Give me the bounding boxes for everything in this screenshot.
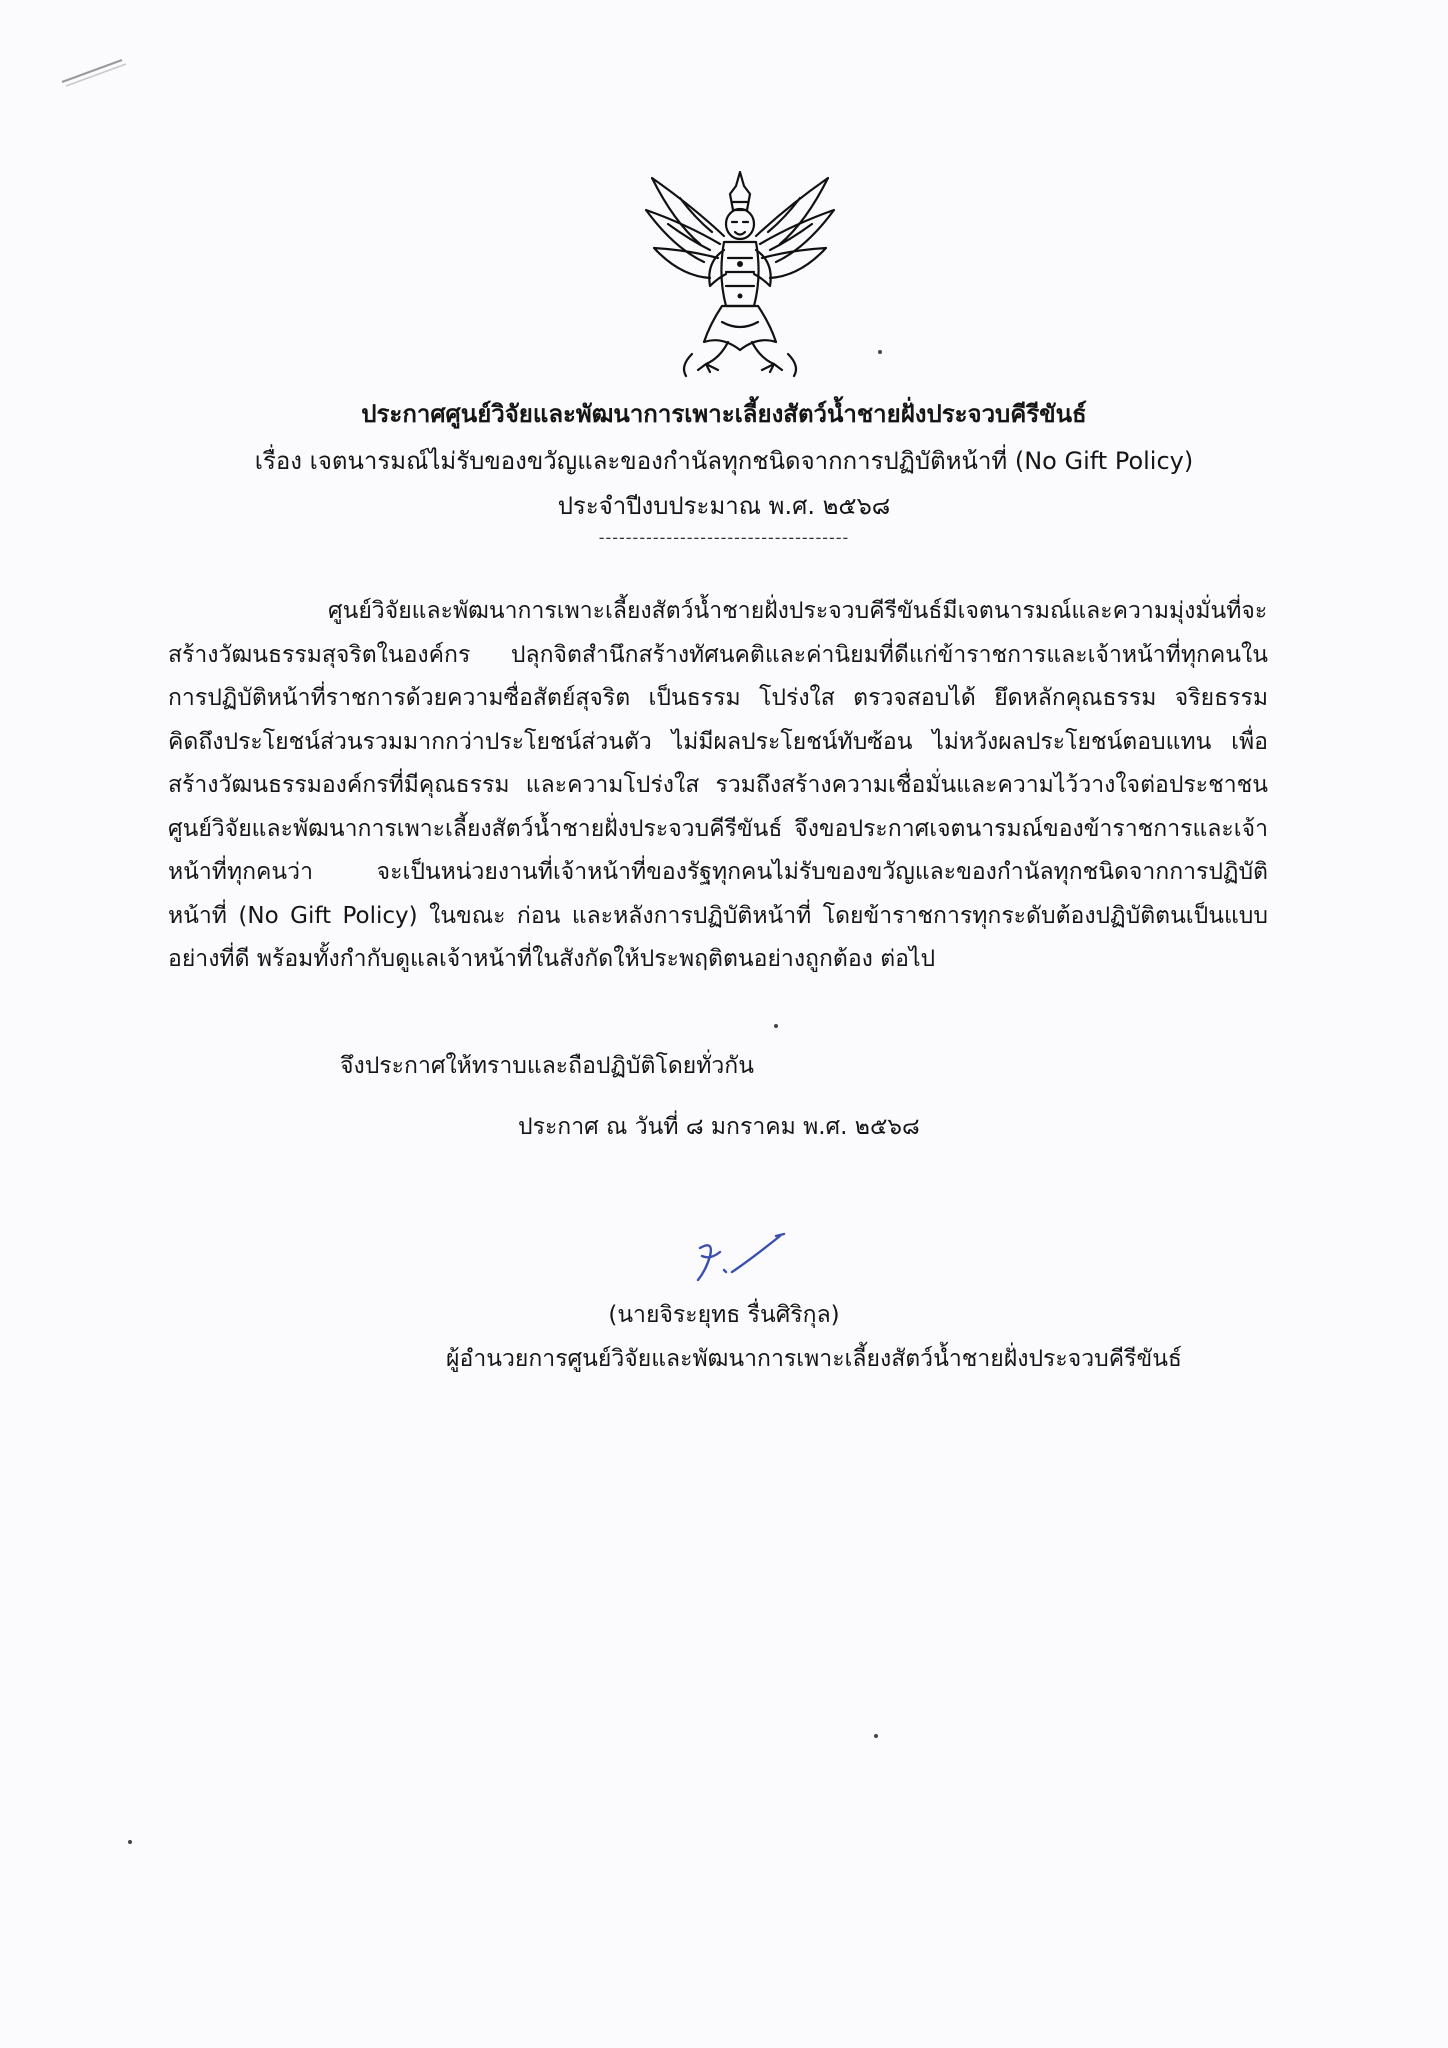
scan-speck [128,1840,132,1844]
divider: ------------------------------------- [598,528,850,547]
closing-statement: จึงประกาศให้ทราบและถือปฏิบัติโดยทั่วกัน [340,1053,754,1079]
signature-stroke [698,1234,784,1280]
announcement-body [168,590,1268,982]
announcement-date: ประกาศ ณ วันที่ ๘ มกราคม พ.ศ. ๒๕๖๘ [518,1114,920,1140]
signer-name: (นายจิระยุทธ รื่นศิริกุล) [608,1302,840,1328]
signer-title: ผู้อำนวยการศูนย์วิจัยและพัฒนาการเพาะเลี้ยงสัตว์น้ำชายฝั่งประจวบคีรีขันธ์ [446,1346,1182,1372]
fiscal-year: ประจำปีงบประมาณ พ.ศ. ๒๕๖๘ [557,492,891,520]
announcement-subject: เรื่อง เจตนารมณ์ไม่รับของขวัญและของกำนัลทุกชนิดจากการปฏิบัติหน้าที่ (No Gift Policy) [254,447,1194,475]
body-paragraph: ศูนย์วิจัยและพัฒนาการเพาะเลี้ยงสัตว์น้ำชายฝั่งประจวบคีรีขันธ์มีเจตนารมณ์และความมุ่งมั่นที่จะสร้างวัฒนธรรมสุจริตในองค์กร ปลุกจิตสำนึกสร้างทัศนคติและค่านิยมที่ดีแก่ข้าราชการและเจ้าหน้าที่ทุกคนในการปฏิบัติหน้าที่ราชการด้วยความซื่อสัตย์สุจริต เป็นธรรม โปร่งใส ตรวจสอบได้ ยึดหลักคุณธรรม จริยธรรม คิดถึงประโยชน์ส่วนรวมมากกว่าประโยชน์ส่วนตัว ไม่มีผลประโยชน์ทับซ้อน ไม่หวังผลประโยชน์ตอบแทน เพื่อสร้างวัฒนธรรมองค์กรที่มีคุณธรรม และความโปร่งใส รวมถึงสร้างความเชื่อมั่นและความไว้วางใจต่อประชาชน ศูนย์วิจัยและพัฒนาการเพาะเลี้ยงสัตว์น้ำชายฝั่งประจวบคีรีขันธ์ จึงขอประกาศเจตนารมณ์ของข้าราชการและเจ้าหน้าที่ทุกคนว่า จะเป็นหน่วยงานที่เจ้าหน้าที่ของรัฐทุกคนไม่รับของขวัญและของกำนัลทุกชนิดจากการปฏิบัติหน้าที่ (No Gift Policy) ในขณะ ก่อน และหลังการปฏิบัติหน้าที่ โดยข้าราชการทุกระดับต้องปฏิบัติตนเป็นแบบอย่างที่ดี พร้อมทั้งกำกับดูแลเจ้าหน้าที่ในสังกัดให้ประพฤติตนอย่างถูกต้อง ต่อไป [168,598,1268,972]
scan-speck [774,1024,778,1028]
handwritten-signature [680,1226,810,1296]
staple-mark-icon [56,52,132,92]
announcement-title: ประกาศศูนย์วิจัยและพัฒนาการเพาะเลี้ยงสัตว์น้ำชายฝั่งประจวบคีรีขันธ์ [361,400,1087,428]
garuda-emblem-icon [640,166,840,378]
scan-speck [874,1734,878,1738]
scan-speck [878,350,882,354]
